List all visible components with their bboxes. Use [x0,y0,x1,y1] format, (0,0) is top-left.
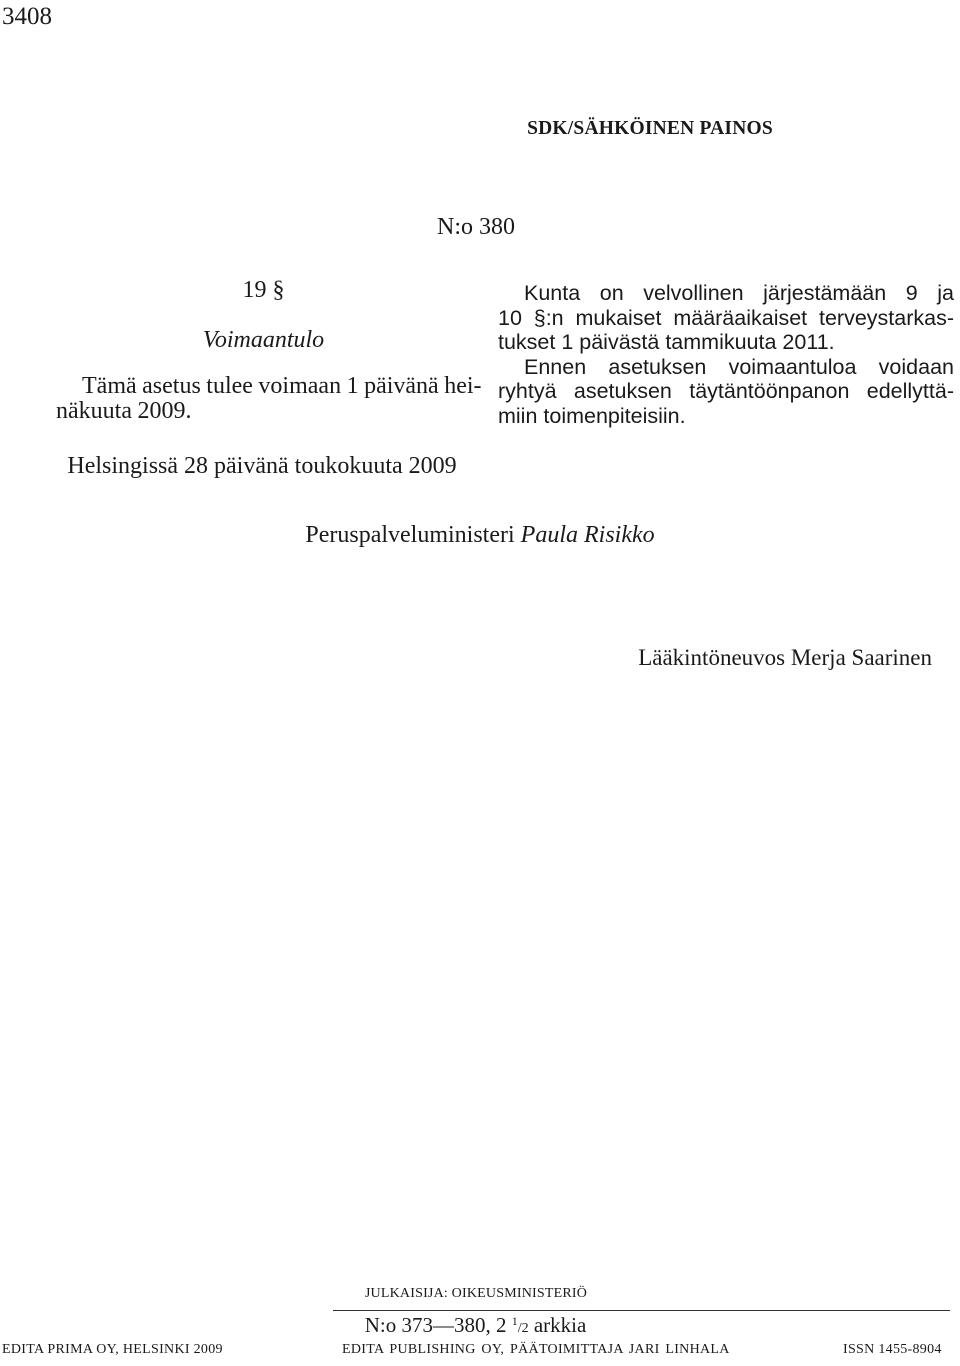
issue-range-fraction-numerator: 1 [511,1314,518,1328]
section-number: 19 § [242,277,285,303]
issue-range-fraction-denominator: /2 [517,1321,529,1336]
right-column-text [498,281,954,428]
section-block [56,277,482,424]
section-text-line: Tämä asetus tulee voimaan 1 päivänä hei- [82,373,482,399]
issue-range-prefix: N:o 373—380, 2 [364,1313,507,1337]
footer-rule [333,1310,950,1311]
footer-printer: EDITA PRIMA OY, HELSINKI 2009 [2,1342,223,1357]
minister-title: Peruspalveluministeri [305,522,515,548]
right-text-line: 10 §:n mukaiset määräaikaiset terveystarkas- [498,305,954,330]
issue-range-suffix: arkkia [533,1313,587,1337]
right-text-line: Ennen asetuksen voimaantuloa voidaan [524,354,954,379]
officer-signature: Lääkintöneuvos Merja Saarinen [638,645,932,670]
signing-place-date: Helsingissä 28 päivänä toukokuuta 2009 [67,453,457,479]
right-text-line: Kunta on velvollinen järjestämään 9 ja [524,281,954,305]
footer-publisher: EDITA PUBLISHING OY, PÄÄTOIMITTAJA JARI LINHALA [342,1342,730,1357]
right-text-line: ryhtyä asetuksen täytäntöönpanon edellyttä- [498,379,954,403]
section-title: Voimaantulo [202,326,325,353]
section-text [56,373,482,424]
minister-name: Paula Risikko [520,522,655,548]
publisher-label: JULKAISIJA: OIKEUSMINISTERIÖ [364,1286,588,1301]
minister-signature [0,522,960,549]
issue-number: N:o 380 [437,214,515,240]
edition-label: SDK/SÄHKÖINEN PAINOS [527,118,773,139]
footer-issn: ISSN 1455-8904 [843,1342,942,1357]
footer [0,1342,960,1366]
right-text-line: tukset 1 päivästä tammikuuta 2011. [498,330,835,354]
issue-range [333,1313,618,1338]
section-text-line: näkuuta 2009. [56,397,192,424]
right-text-line: miin toimenpiteisiin. [498,403,686,428]
page-number: 3408 [2,3,52,30]
